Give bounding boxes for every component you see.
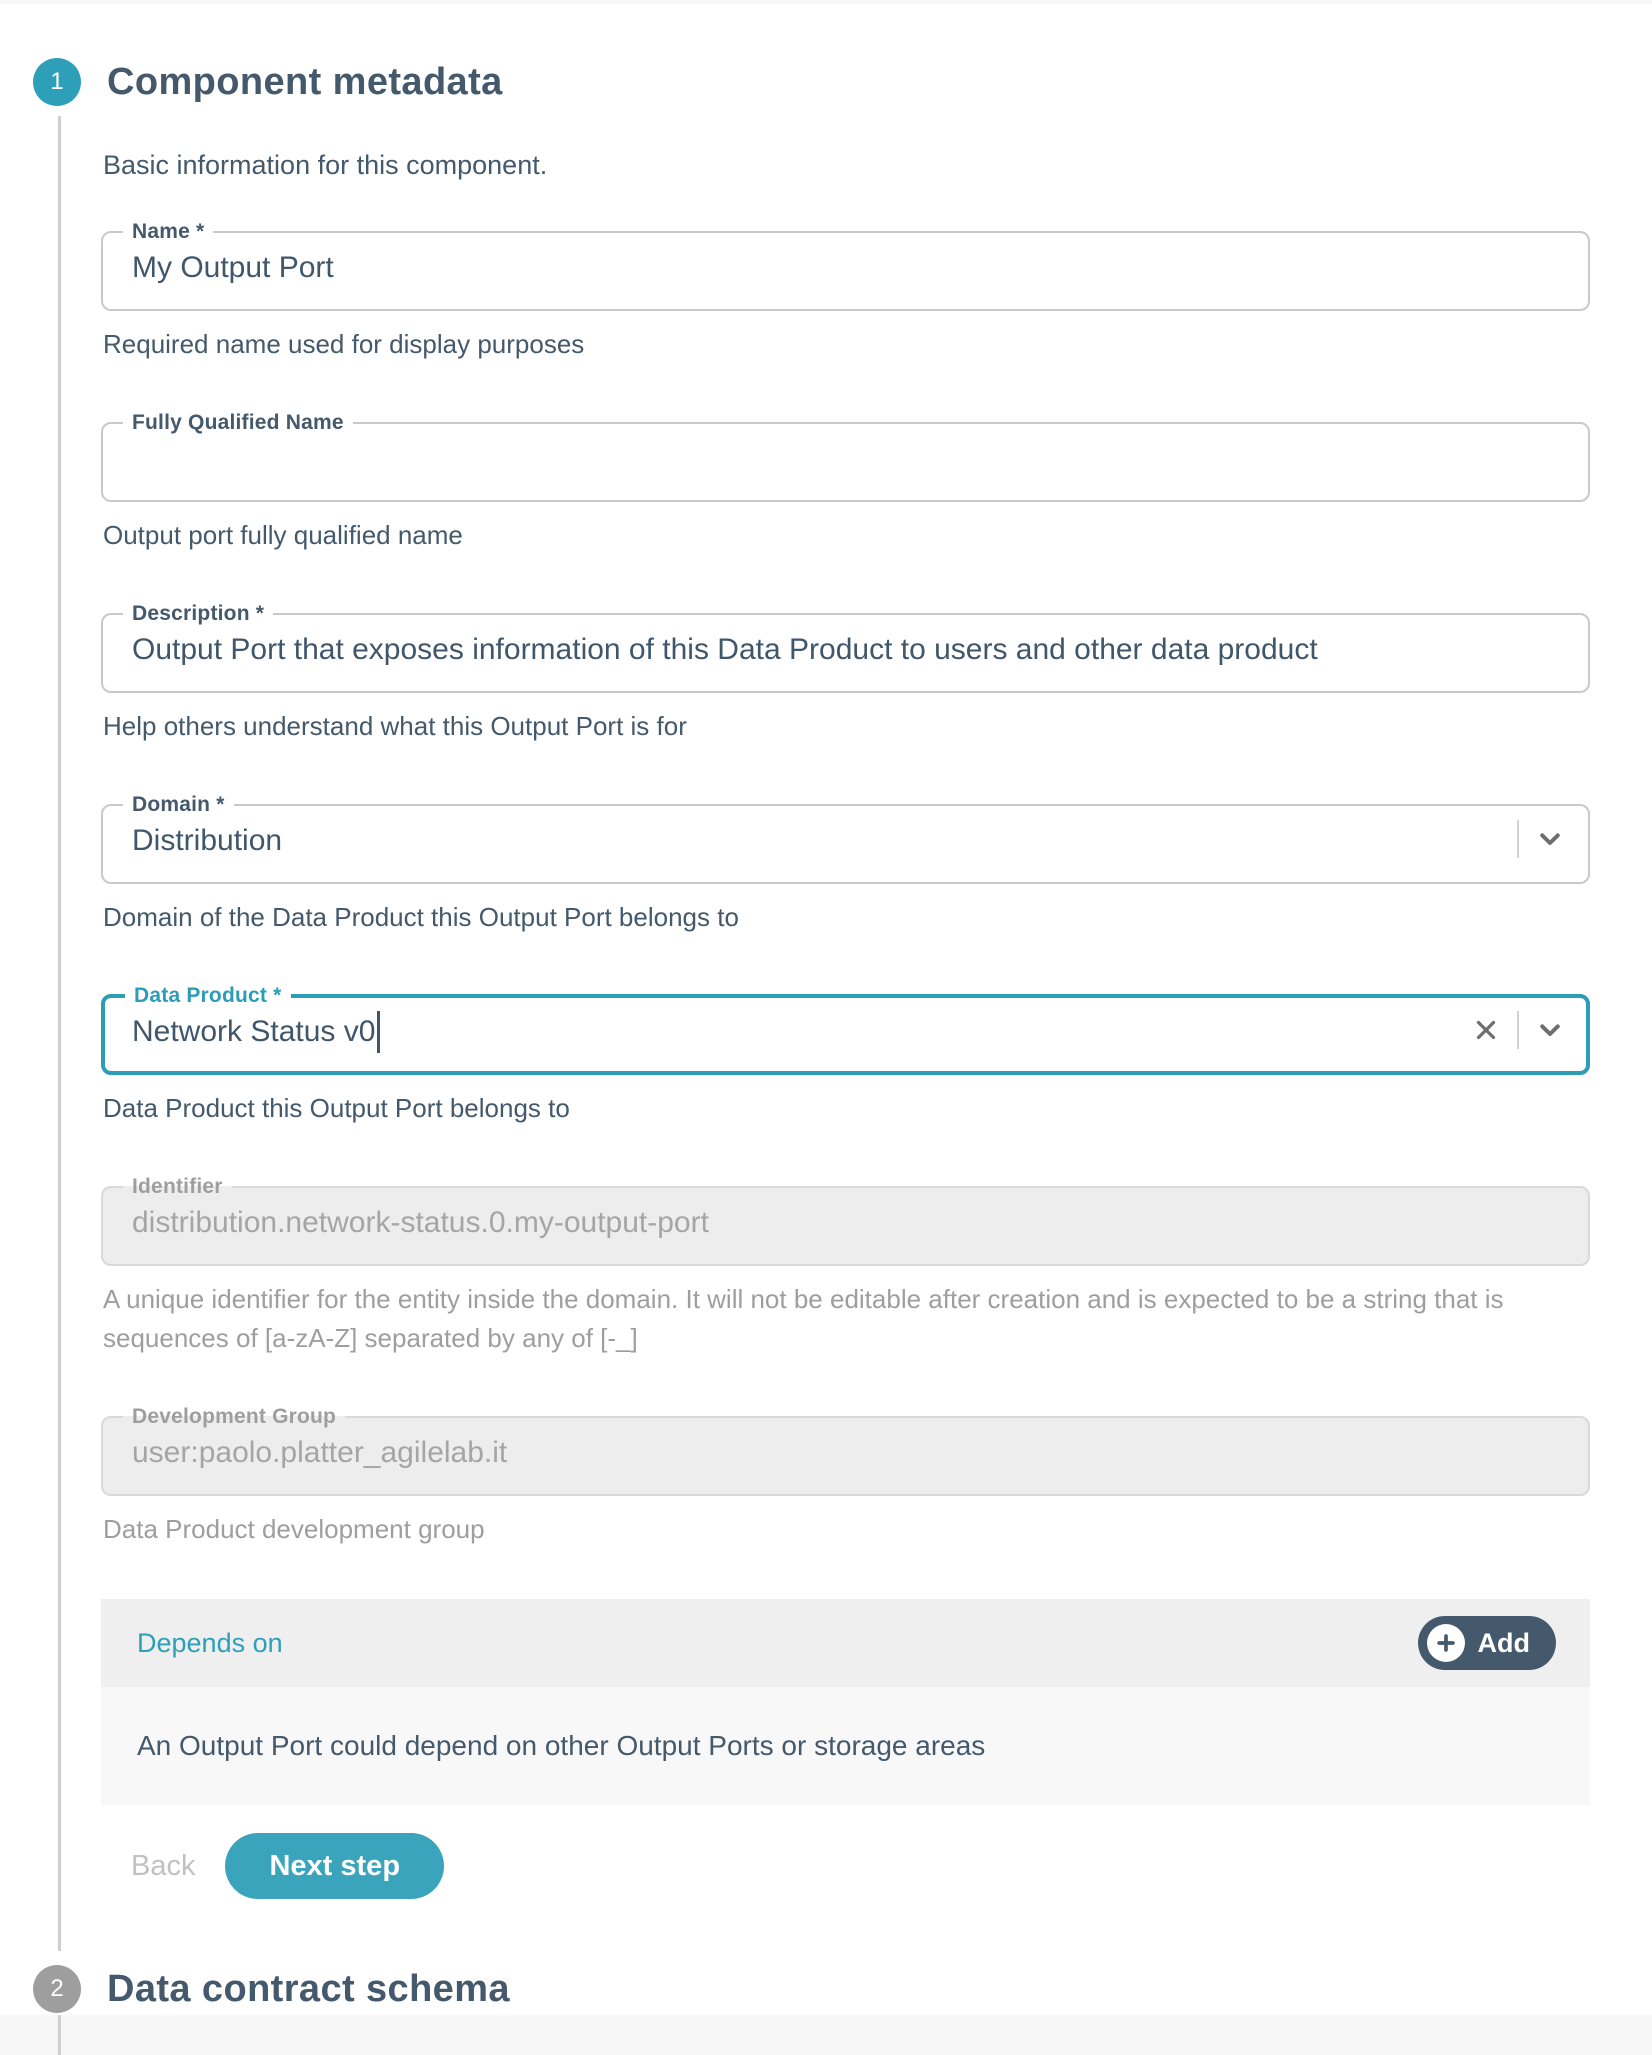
identifier-input — [132, 1180, 1550, 1266]
data-product-dropdown-button[interactable] — [1532, 1012, 1568, 1048]
add-dependency-button[interactable] — [1418, 1616, 1556, 1670]
data-product-value: Network Status v0 — [132, 1015, 376, 1048]
depends-on-section — [101, 1599, 1590, 1805]
stepper-connector-line — [58, 2015, 61, 2055]
name-field-helper: Required name used for display purposes — [103, 329, 585, 359]
development-group-input — [132, 1410, 1550, 1496]
data-product-field-helper: Data Product this Output Port belongs to — [103, 1093, 570, 1123]
page-bottom-strip — [0, 2015, 1652, 2055]
data-product-field-group — [101, 985, 1590, 1128]
data-product-field — [101, 985, 1590, 1075]
identifier-field-group — [101, 1176, 1590, 1358]
adornment-divider — [1517, 1011, 1519, 1049]
domain-field-group — [101, 794, 1590, 937]
development-group-field-label: Development Group — [132, 1405, 337, 1428]
domain-field — [101, 794, 1590, 884]
section-description: Basic information for this component. — [103, 150, 548, 180]
data-product-clear-button[interactable] — [1468, 1012, 1504, 1048]
name-field-group — [101, 221, 1590, 364]
depends-on-title: Depends on — [137, 1627, 283, 1658]
add-dependency-label: Add — [1477, 1627, 1530, 1658]
fully-qualified-name-field-helper: Output port fully qualified name — [103, 520, 463, 550]
step-1-header — [0, 56, 1652, 108]
step-2-title: Data contract schema — [107, 1967, 510, 2010]
description-field — [101, 603, 1590, 693]
stepper — [0, 4, 1652, 2015]
step-2-number: 2 — [50, 1975, 64, 2002]
name-field — [101, 221, 1590, 311]
domain-dropdown-button[interactable] — [1532, 821, 1568, 857]
close-icon — [1471, 1015, 1501, 1045]
fully-qualified-name-field — [101, 412, 1590, 502]
text-cursor — [377, 1011, 380, 1053]
description-field-group — [101, 603, 1590, 746]
description-input[interactable] — [132, 607, 1550, 693]
identifier-field-label: Identifier — [132, 1175, 223, 1198]
depends-on-body — [101, 1687, 1590, 1805]
name-field-label: Name * — [132, 220, 205, 243]
chevron-down-icon — [1534, 1014, 1566, 1046]
domain-field-adornments — [1517, 794, 1568, 884]
development-group-field — [101, 1406, 1590, 1496]
fully-qualified-name-field-group — [101, 412, 1590, 555]
step-1-content — [58, 116, 1652, 1951]
step-1-indicator — [33, 58, 81, 106]
plus-icon — [1427, 1624, 1465, 1662]
identifier-field — [101, 1176, 1590, 1266]
domain-select[interactable] — [132, 798, 1420, 884]
domain-field-label: Domain * — [132, 793, 225, 816]
step-1-title: Component metadata — [107, 60, 503, 103]
fully-qualified-name-field-label: Fully Qualified Name — [132, 411, 344, 434]
depends-on-empty-text: An Output Port could depend on other Output Ports or storage areas — [137, 1730, 986, 1761]
data-product-field-label: Data Product * — [134, 984, 282, 1007]
name-input[interactable] — [132, 225, 1550, 311]
description-field-label: Description * — [132, 602, 265, 625]
domain-field-helper: Domain of the Data Product this Output Port belongs to — [103, 902, 739, 932]
adornment-divider — [1517, 820, 1519, 858]
next-step-button[interactable]: Next step — [225, 1833, 444, 1899]
fully-qualified-name-input[interactable] — [132, 416, 1550, 502]
step-1-number: 1 — [50, 68, 64, 95]
step-2-header — [0, 1963, 1652, 2015]
development-group-field-helper: Data Product development group — [103, 1514, 485, 1544]
back-button[interactable]: Back — [131, 1849, 196, 1882]
identifier-field-helper: A unique identifier for the entity inside the domain. It will not be editable after creation and is expected to be a string that is sequences of [a-zA-Z] separated by any of [-_] — [103, 1284, 1504, 1353]
data-product-field-adornments — [1468, 985, 1568, 1075]
step-actions — [131, 1833, 1590, 1899]
depends-on-header — [101, 1599, 1590, 1687]
chevron-down-icon — [1534, 823, 1566, 855]
data-product-combobox[interactable] — [132, 989, 1420, 1075]
description-field-helper: Help others understand what this Output Port is for — [103, 711, 687, 741]
step-2-indicator — [33, 1965, 81, 2013]
development-group-field-group — [101, 1406, 1590, 1549]
